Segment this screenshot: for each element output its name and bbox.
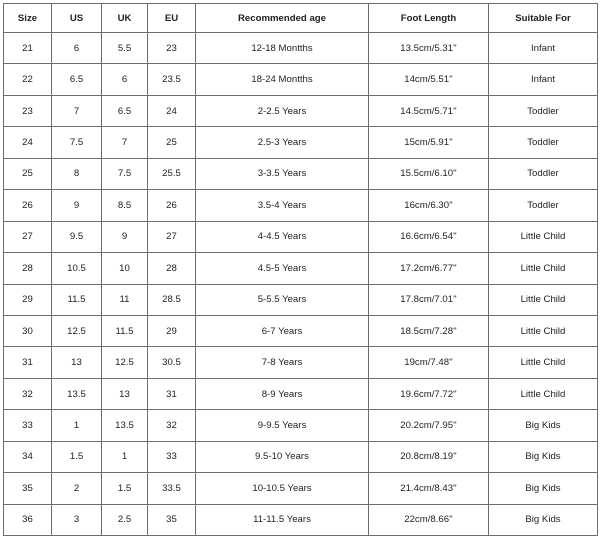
header-recommended-age: Recommended age [196,4,369,33]
cell-eu: 32 [148,410,196,441]
cell-eu: 28 [148,253,196,284]
cell-uk: 1.5 [102,473,148,504]
cell-recommended-age: 11-11.5 Years [196,504,369,535]
table-row [4,221,598,252]
cell-uk: 12.5 [102,347,148,378]
cell-suitable-for: Toddler [489,158,598,189]
cell-recommended-age: 10-10.5 Years [196,473,369,504]
cell-us: 3 [52,504,102,535]
cell-size: 21 [4,33,52,64]
cell-size: 24 [4,127,52,158]
cell-recommended-age: 3.5-4 Years [196,190,369,221]
cell-us: 12.5 [52,315,102,346]
cell-eu: 29 [148,315,196,346]
cell-eu: 25.5 [148,158,196,189]
table-row [4,127,598,158]
header-foot-length: Foot Length [369,4,489,33]
cell-suitable-for: Little Child [489,378,598,409]
cell-recommended-age: 4-4.5 Years [196,221,369,252]
cell-us: 9 [52,190,102,221]
cell-uk: 10 [102,253,148,284]
table-body [4,33,598,536]
header-us: US [52,4,102,33]
table-row [4,253,598,284]
table-row [4,504,598,535]
table-row [4,410,598,441]
cell-foot-length: 20.2cm/7.95'' [369,410,489,441]
cell-foot-length: 18.5cm/7.28'' [369,315,489,346]
table-row [4,158,598,189]
cell-recommended-age: 18-24 Montths [196,64,369,95]
cell-size: 25 [4,158,52,189]
cell-foot-length: 16.6cm/6.54'' [369,221,489,252]
cell-recommended-age: 5-5.5 Years [196,284,369,315]
cell-uk: 11.5 [102,315,148,346]
table-row [4,284,598,315]
cell-foot-length: 17.8cm/7.01'' [369,284,489,315]
cell-foot-length: 20.8cm/8.19'' [369,441,489,472]
table-row [4,64,598,95]
cell-size: 33 [4,410,52,441]
header-suitable-for: Suitable For [489,4,598,33]
cell-suitable-for: Infant [489,33,598,64]
cell-recommended-age: 8-9 Years [196,378,369,409]
cell-eu: 23.5 [148,64,196,95]
cell-eu: 26 [148,190,196,221]
cell-us: 6 [52,33,102,64]
cell-eu: 27 [148,221,196,252]
cell-recommended-age: 7-8 Years [196,347,369,378]
cell-us: 8 [52,158,102,189]
cell-us: 6.5 [52,64,102,95]
cell-suitable-for: Little Child [489,221,598,252]
cell-uk: 11 [102,284,148,315]
cell-us: 7.5 [52,127,102,158]
cell-suitable-for: Toddler [489,127,598,158]
cell-recommended-age: 9-9.5 Years [196,410,369,441]
cell-size: 29 [4,284,52,315]
cell-eu: 30.5 [148,347,196,378]
cell-foot-length: 14.5cm/5.71'' [369,95,489,126]
cell-size: 23 [4,95,52,126]
table-row [4,378,598,409]
cell-size: 26 [4,190,52,221]
cell-uk: 7 [102,127,148,158]
cell-uk: 13.5 [102,410,148,441]
cell-suitable-for: Toddler [489,190,598,221]
cell-eu: 24 [148,95,196,126]
cell-recommended-age: 4.5-5 Years [196,253,369,284]
cell-suitable-for: Big Kids [489,441,598,472]
cell-size: 32 [4,378,52,409]
cell-us: 10.5 [52,253,102,284]
cell-uk: 13 [102,378,148,409]
cell-us: 2 [52,473,102,504]
cell-size: 36 [4,504,52,535]
cell-eu: 33 [148,441,196,472]
cell-eu: 31 [148,378,196,409]
cell-suitable-for: Little Child [489,347,598,378]
cell-uk: 5.5 [102,33,148,64]
cell-foot-length: 14cm/5.51'' [369,64,489,95]
cell-recommended-age: 2.5-3 Years [196,127,369,158]
cell-size: 35 [4,473,52,504]
table-row [4,441,598,472]
cell-us: 1.5 [52,441,102,472]
table-row [4,190,598,221]
cell-size: 34 [4,441,52,472]
cell-uk: 8.5 [102,190,148,221]
cell-suitable-for: Little Child [489,253,598,284]
cell-size: 28 [4,253,52,284]
cell-size: 31 [4,347,52,378]
table-row [4,33,598,64]
header-row [4,4,598,33]
cell-recommended-age: 9.5-10 Years [196,441,369,472]
cell-recommended-age: 2-2.5 Years [196,95,369,126]
table-row [4,315,598,346]
cell-suitable-for: Toddler [489,95,598,126]
cell-size: 27 [4,221,52,252]
cell-foot-length: 17.2cm/6.77'' [369,253,489,284]
cell-recommended-age: 12-18 Montths [196,33,369,64]
header-uk: UK [102,4,148,33]
cell-foot-length: 16cm/6.30'' [369,190,489,221]
cell-uk: 9 [102,221,148,252]
cell-uk: 6.5 [102,95,148,126]
cell-suitable-for: Big Kids [489,473,598,504]
cell-eu: 28.5 [148,284,196,315]
cell-recommended-age: 6-7 Years [196,315,369,346]
cell-eu: 25 [148,127,196,158]
cell-foot-length: 13.5cm/5.31'' [369,33,489,64]
cell-eu: 33.5 [148,473,196,504]
cell-uk: 1 [102,441,148,472]
cell-foot-length: 19cm/7.48'' [369,347,489,378]
cell-foot-length: 15cm/5.91'' [369,127,489,158]
cell-us: 11.5 [52,284,102,315]
cell-foot-length: 22cm/8.66'' [369,504,489,535]
cell-suitable-for: Infant [489,64,598,95]
cell-us: 13 [52,347,102,378]
cell-foot-length: 19.6cm/7.72'' [369,378,489,409]
cell-us: 9.5 [52,221,102,252]
cell-suitable-for: Big Kids [489,504,598,535]
cell-recommended-age: 3-3.5 Years [196,158,369,189]
cell-suitable-for: Little Child [489,315,598,346]
header-eu: EU [148,4,196,33]
table-row [4,347,598,378]
cell-eu: 23 [148,33,196,64]
cell-uk: 7.5 [102,158,148,189]
cell-size: 30 [4,315,52,346]
cell-suitable-for: Big Kids [489,410,598,441]
cell-us: 7 [52,95,102,126]
cell-eu: 35 [148,504,196,535]
cell-uk: 6 [102,64,148,95]
header-size: Size [4,4,52,33]
size-chart-table [3,3,598,536]
table-row [4,95,598,126]
cell-uk: 2.5 [102,504,148,535]
cell-us: 13.5 [52,378,102,409]
cell-size: 22 [4,64,52,95]
cell-foot-length: 21.4cm/8.43'' [369,473,489,504]
cell-foot-length: 15.5cm/6.10'' [369,158,489,189]
table-row [4,473,598,504]
cell-us: 1 [52,410,102,441]
cell-suitable-for: Little Child [489,284,598,315]
